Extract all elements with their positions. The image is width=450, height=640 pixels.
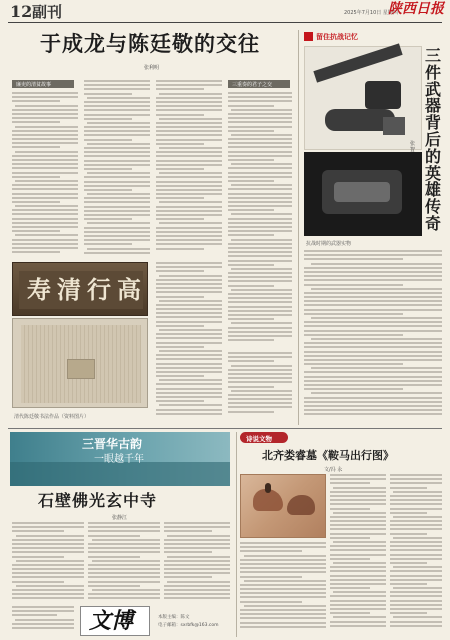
bottom-right-col1 — [240, 542, 326, 636]
column-divider — [298, 30, 299, 425]
masthead — [0, 0, 450, 24]
bottom-right-col2 — [330, 474, 386, 636]
weapon-photo-2 — [304, 152, 422, 236]
bottom-left-headline: 石壁佛光玄中寺 — [38, 491, 158, 510]
right-headline: 三件武器背后的英雄传奇 — [425, 46, 442, 233]
right-author: 张智 — [410, 141, 416, 153]
article-text-col1 — [12, 92, 78, 260]
top-headline: 于成龙与陈廷敬的交往 — [40, 31, 260, 56]
subhead-box-2: 三重奏的君子之交 — [228, 80, 290, 88]
article-text-col4b — [228, 352, 292, 420]
article-text-col4 — [228, 92, 292, 350]
bottom-divider — [236, 432, 237, 637]
footer-editor: 本版主编：陈文 — [158, 615, 190, 620]
top-author: 张利明 — [144, 65, 160, 71]
banner-line1: 三晋华古韵 — [82, 437, 143, 451]
bottom-right-col3 — [390, 474, 442, 636]
calligraphy-image: 寿清行高 — [12, 262, 148, 316]
bottom-right-headline: 北齐娄睿墓《鞍马出行图》 — [262, 449, 394, 462]
subhead-box: 廉吏的清贫故事 — [12, 80, 74, 88]
inscription-image — [12, 318, 148, 408]
section-divider — [8, 428, 442, 429]
mural-image — [240, 474, 326, 538]
article-text-col2b — [156, 262, 222, 420]
poetry-tag: 诗说文物 — [240, 432, 302, 444]
bottom-left-col2 — [88, 522, 160, 604]
image-caption: 清代陈廷敬书法作品（资料图片） — [14, 414, 90, 420]
feature-tag: 留住抗战记忆 — [304, 31, 440, 43]
article-text-col2 — [84, 80, 150, 260]
rifle-photo — [304, 46, 422, 150]
bottom-left-col1 — [12, 522, 84, 604]
wenbo-logo: 文博 — [80, 606, 150, 636]
photo-caption: 抗战时期的武器实物 — [306, 241, 352, 247]
bottom-left-col4 — [12, 606, 74, 634]
right-article-text — [304, 250, 442, 422]
bottom-left-author: 张静江 — [112, 515, 128, 521]
bottom-right-author: 文/冯 永 — [324, 467, 343, 473]
temple-banner — [10, 432, 230, 486]
newspaper-logo: 陕西日报 — [388, 1, 444, 17]
masthead-rule — [8, 22, 442, 23]
article-text-col3 — [156, 80, 222, 260]
issue-date: 2025年7月10日 星期四 — [344, 10, 398, 16]
banner-line2: 一眼越千年 — [94, 454, 144, 465]
bottom-left-col3 — [164, 522, 230, 604]
footer-email: 电子邮箱：sxrbfk@163.com — [158, 623, 219, 628]
page-number: 12 — [10, 2, 33, 21]
section-name: 副刊 — [32, 3, 63, 21]
